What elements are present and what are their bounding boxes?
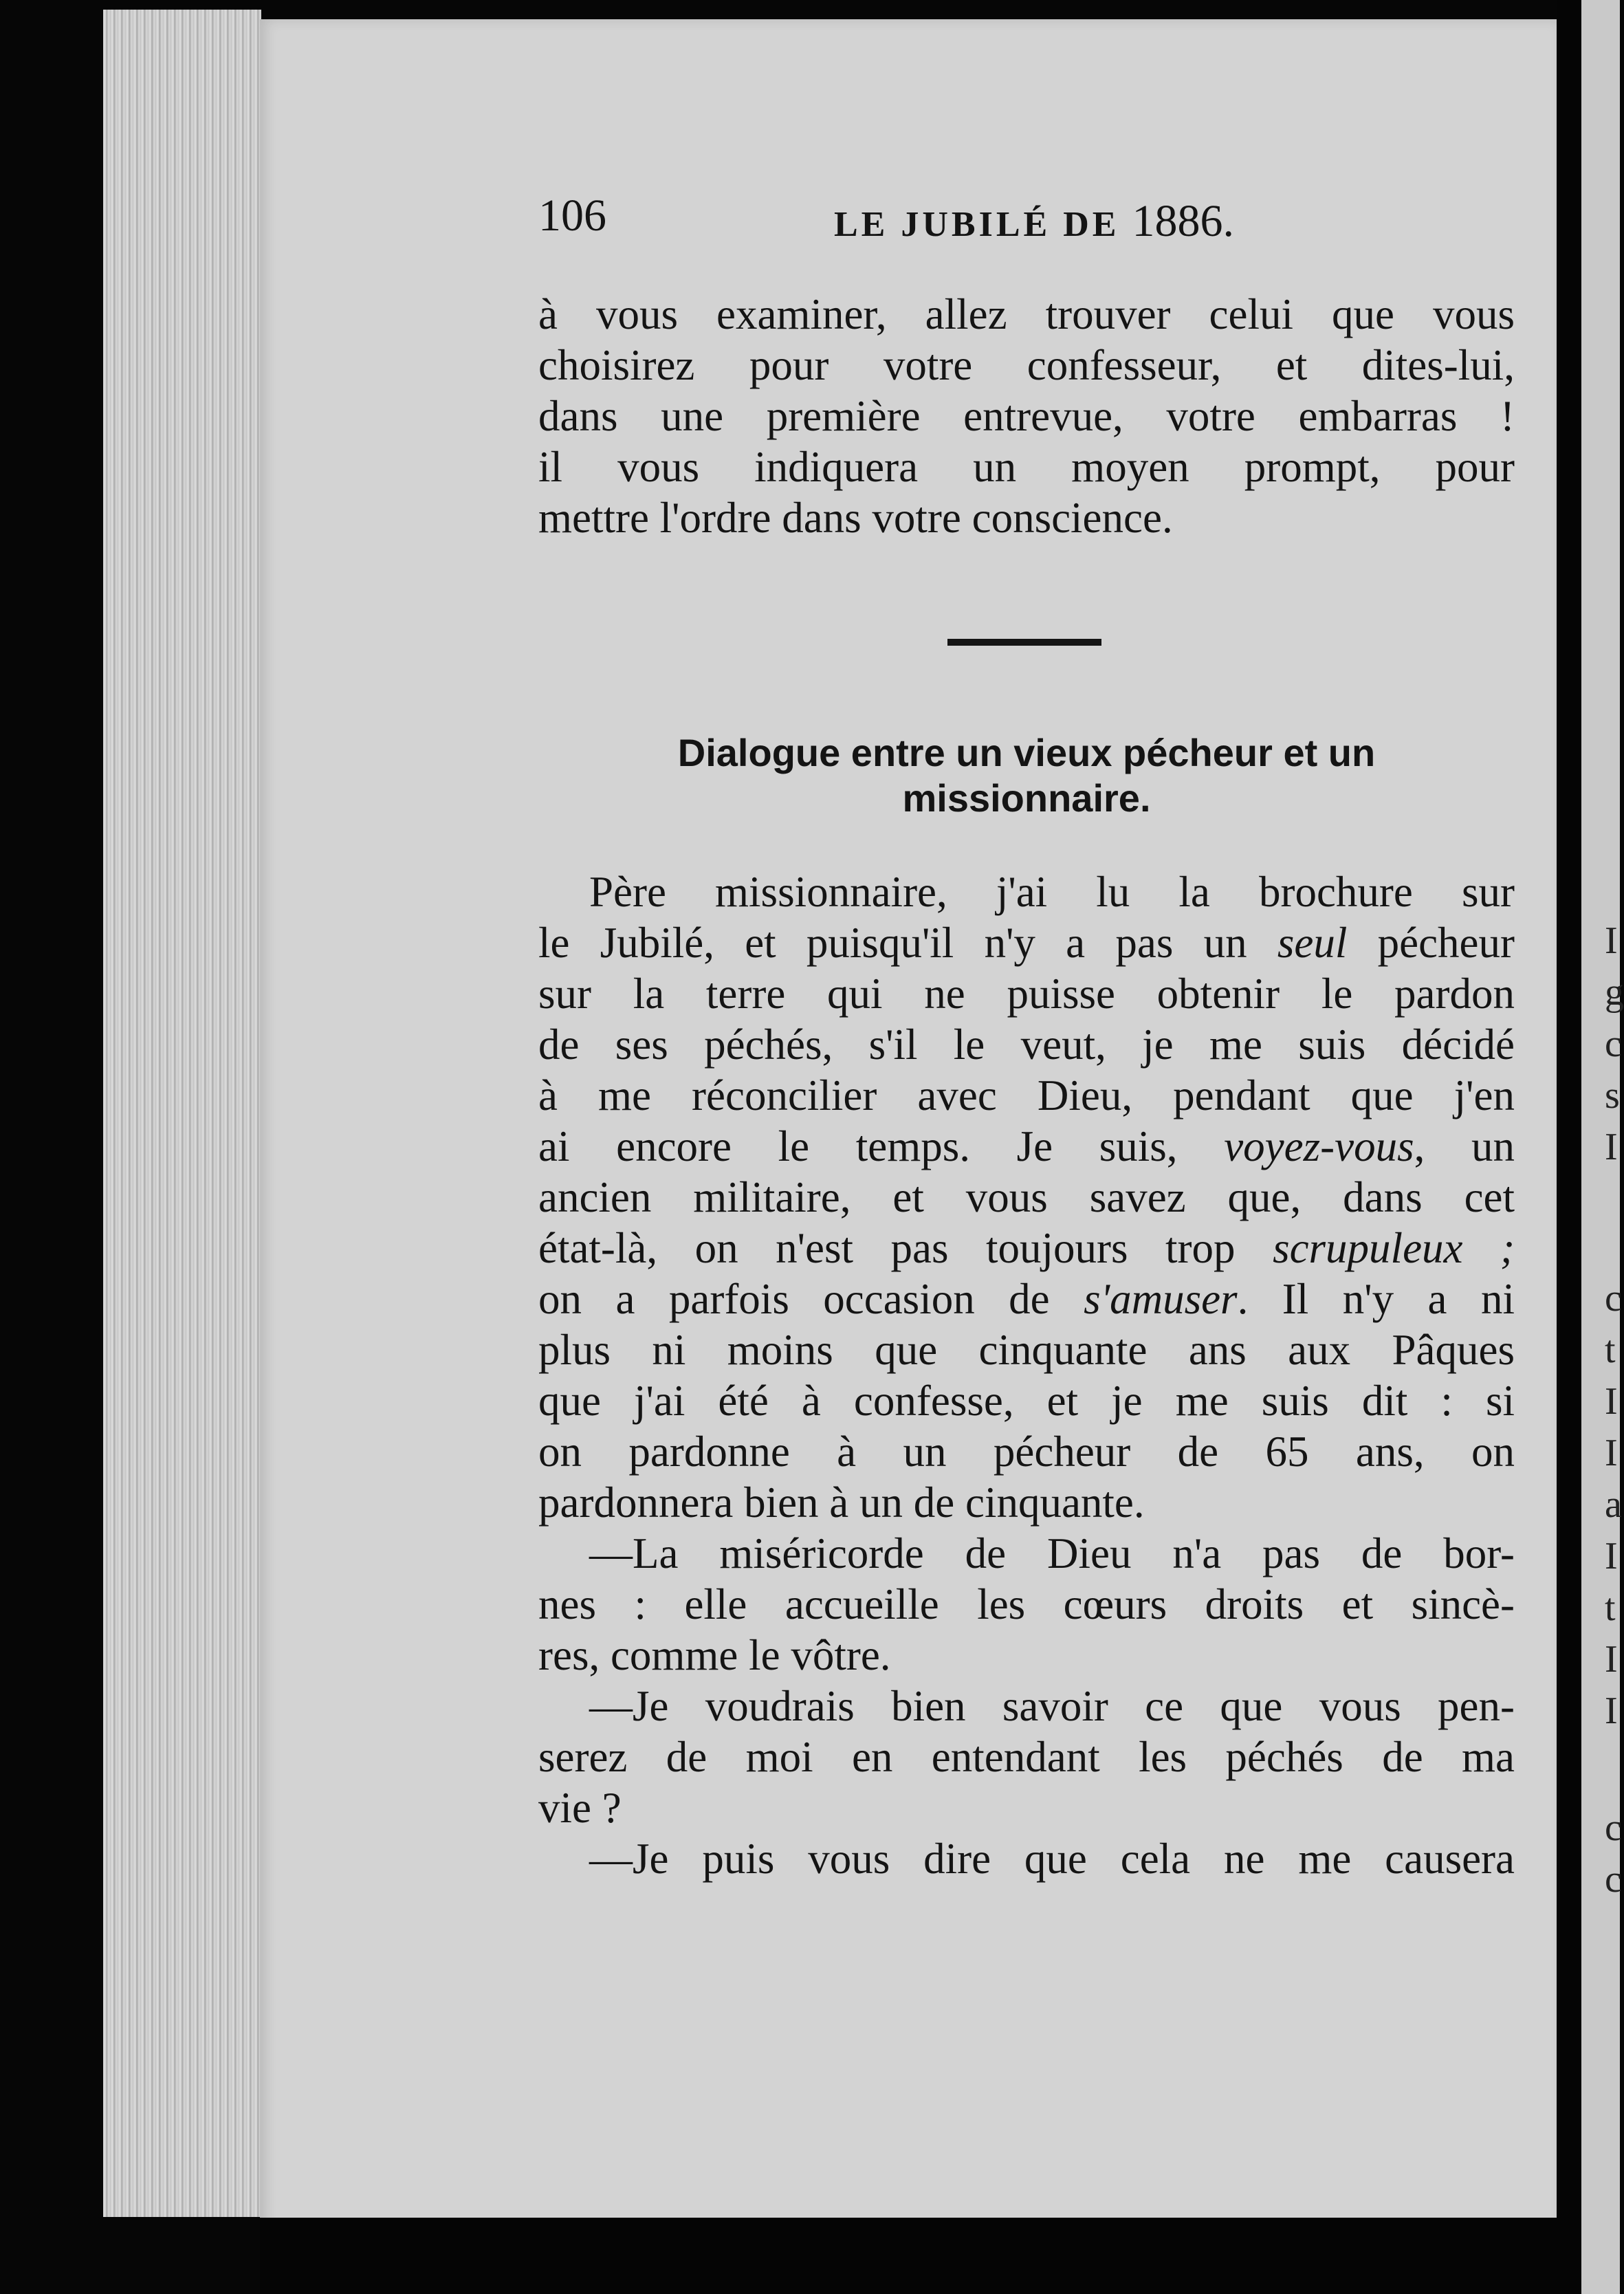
facing-page-letter: I bbox=[1605, 1432, 1618, 1474]
italic-span: voyez-vous bbox=[1224, 1122, 1414, 1170]
facing-page-letter: a bbox=[1605, 1483, 1622, 1526]
facing-page-letter: c bbox=[1605, 1858, 1622, 1901]
text-line: choisirez pour votre confesseur, et dites-lui, bbox=[538, 341, 1515, 389]
text-line: de ses péchés, s'il le veut, je me suis décidé bbox=[538, 1020, 1515, 1069]
page-bottom-shadow bbox=[260, 2218, 1557, 2294]
text-line: sur la terre qui ne puisse obtenir le pardon bbox=[538, 970, 1515, 1018]
dialogue-body bbox=[538, 866, 1515, 1884]
text-line: dans une première entrevue, votre embarras ! bbox=[538, 392, 1515, 440]
text-span: ai encore le temps. Je suis, bbox=[538, 1122, 1225, 1170]
page-number: 106 bbox=[538, 190, 606, 241]
text-line: —Je voudrais bien savoir ce que vous pen- bbox=[589, 1682, 1515, 1730]
text-line bbox=[538, 1121, 1515, 1172]
facing-page-letter: I bbox=[1605, 1535, 1618, 1577]
running-title bbox=[834, 195, 1234, 248]
facing-page-letter: I bbox=[1605, 1380, 1618, 1423]
italic-span: s'amuser bbox=[1084, 1275, 1238, 1323]
text-span: état-là, on n'est pas toujours trop bbox=[538, 1224, 1273, 1272]
text-line: on pardonne à un pécheur de 65 ans, on bbox=[538, 1428, 1515, 1476]
facing-page-letter: I bbox=[1605, 919, 1618, 962]
facing-page-letter: I bbox=[1605, 1126, 1618, 1168]
section-divider-rule bbox=[947, 639, 1101, 646]
running-header bbox=[538, 190, 1295, 245]
text-line: il vous indiquera un moyen prompt, pour bbox=[538, 443, 1515, 491]
text-line: à vous examiner, allez trouver celui que vous bbox=[538, 290, 1515, 338]
intro-paragraph bbox=[538, 289, 1515, 543]
running-title-year: 1886. bbox=[1132, 196, 1234, 246]
book-page-edges bbox=[103, 10, 261, 2217]
text-line: —Je puis vous dire que cela ne me causera bbox=[589, 1835, 1515, 1883]
facing-page-letter: g bbox=[1605, 971, 1624, 1014]
facing-page-letter: I bbox=[1605, 1638, 1618, 1681]
italic-span: scrupuleux ; bbox=[1273, 1224, 1515, 1272]
text-span: , un bbox=[1414, 1122, 1515, 1170]
section-title-line: Dialogue entre un vieux pécheur et un bbox=[677, 731, 1376, 774]
text-line: mettre l'ordre dans votre conscience. bbox=[538, 494, 1173, 542]
text-line: pardonnera bien à un de cinquante. bbox=[538, 1478, 1145, 1527]
facing-page-letter: t bbox=[1605, 1586, 1616, 1629]
section-title bbox=[538, 730, 1515, 821]
text-span: pécheur bbox=[1347, 919, 1515, 967]
text-line: plus ni moins que cinquante ans aux Pâques bbox=[538, 1326, 1515, 1374]
text-span: le Jubilé, et puisqu'il n'y a pas un bbox=[538, 919, 1277, 967]
text-line bbox=[538, 1223, 1515, 1274]
facing-page-letter: I bbox=[1605, 1690, 1618, 1732]
text-line bbox=[538, 917, 1515, 968]
facing-page-letter: s bbox=[1605, 1074, 1620, 1117]
text-line: ancien militaire, et vous savez que, dans cet bbox=[538, 1173, 1515, 1221]
text-span: . Il n'y a ni bbox=[1237, 1275, 1515, 1323]
facing-page-letter: c bbox=[1605, 1023, 1622, 1065]
text-span: on a parfois occasion de bbox=[538, 1275, 1084, 1323]
text-line bbox=[538, 1274, 1515, 1324]
running-title-text: LE JUBILÉ DE bbox=[834, 205, 1120, 244]
facing-page-letter: t bbox=[1605, 1329, 1616, 1371]
text-line: à me réconcilier avec Dieu, pendant que j'en bbox=[538, 1071, 1515, 1119]
book-gutter bbox=[1557, 0, 1581, 2294]
text-line: Père missionnaire, j'ai lu la brochure sur bbox=[589, 868, 1515, 916]
facing-page-letter: c bbox=[1605, 1806, 1622, 1849]
text-line: que j'ai été à confesse, et je me suis dit : si bbox=[538, 1377, 1515, 1425]
text-line: vie ? bbox=[538, 1784, 622, 1832]
text-line: nes : elle accueille les cœurs droits et sincè- bbox=[538, 1580, 1515, 1628]
text-line: —La miséricorde de Dieu n'a pas de bor- bbox=[589, 1529, 1515, 1577]
text-line: res, comme le vôtre. bbox=[538, 1631, 891, 1679]
facing-page-letter: c bbox=[1605, 1277, 1622, 1320]
section-title-line: missionnaire. bbox=[902, 776, 1151, 820]
text-line: serez de moi en entendant les péchés de ma bbox=[538, 1733, 1515, 1781]
italic-span: seul bbox=[1277, 919, 1348, 967]
